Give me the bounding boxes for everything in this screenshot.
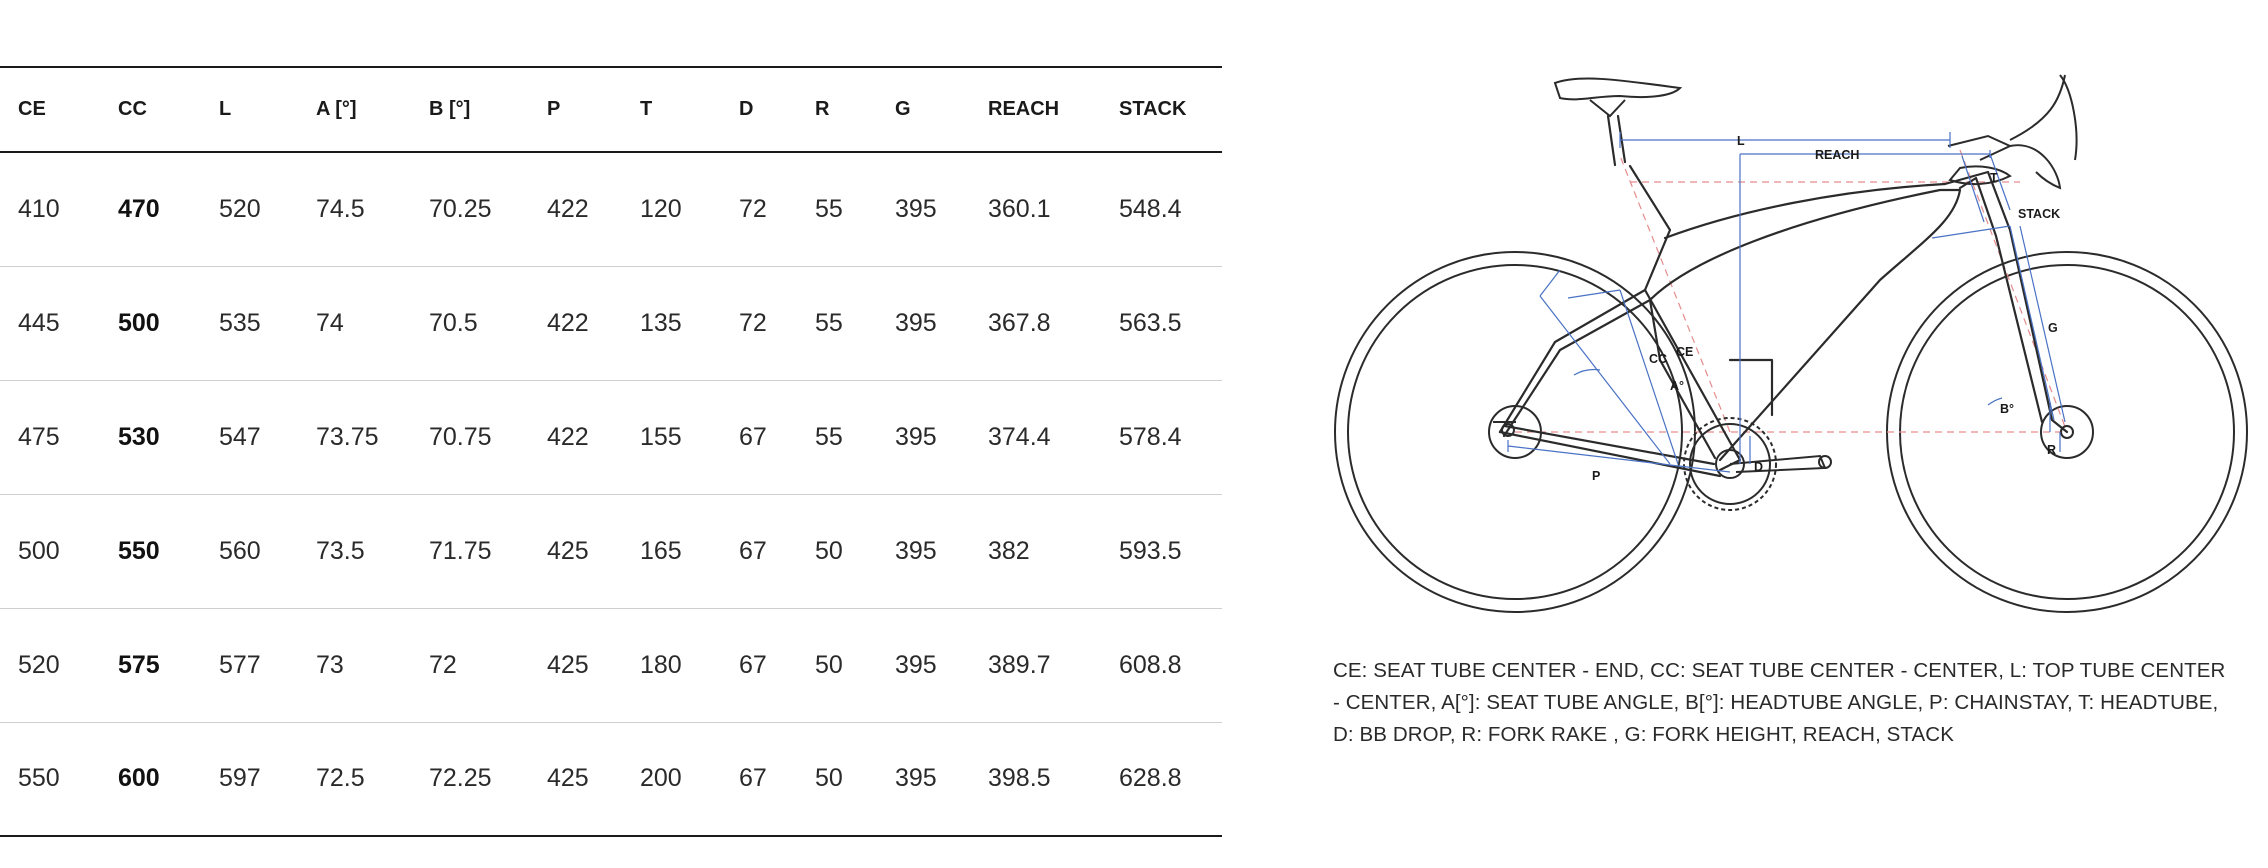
cell-stack: 593.5: [1101, 494, 1222, 608]
cell-r: 50: [797, 608, 877, 722]
dim-label-p: P: [1592, 469, 1601, 483]
cell-d: 72: [721, 266, 797, 380]
cell-stack: 628.8: [1101, 722, 1222, 836]
cell-t: 120: [622, 152, 721, 266]
dim-label-b: B°: [2000, 402, 2015, 416]
bike-frame: [1500, 116, 2067, 476]
cell-l: 577: [201, 608, 298, 722]
dim-label-g: G: [2048, 321, 2058, 335]
cell-t: 165: [622, 494, 721, 608]
cell-reach: 360.1: [970, 152, 1101, 266]
dim-label-t: T: [1990, 171, 1998, 185]
cell-g: 395: [877, 152, 970, 266]
cell-r: 55: [797, 380, 877, 494]
cell-reach: 382: [970, 494, 1101, 608]
cell-reach: 389.7: [970, 608, 1101, 722]
cell-b: 70.75: [411, 380, 529, 494]
header-row: [0, 67, 1222, 152]
dim-label-a: A°: [1670, 379, 1685, 393]
cell-ce: 520: [0, 608, 100, 722]
dim-label-ce: CE: [1676, 345, 1694, 359]
cell-stack: 563.5: [1101, 266, 1222, 380]
geometry-legend: CE: SEAT TUBE CENTER - END, CC: SEAT TUBE CENTER - CENTER, L: TOP TUBE CENTER - CENTER, A[°]: SEAT TUBE ANGLE, B[°]: HEADTUBE ANGLE, P: CHAINSTAY, T: HEADTUBE, D: BB DROP, R: FORK RAKE , G: FORK HEIGHT, REACH, STACK: [1333, 659, 2226, 746]
cell-a: 73.75: [298, 380, 411, 494]
cell-a: 73.5: [298, 494, 411, 608]
cell-d: 67: [721, 608, 797, 722]
cell-l: 520: [201, 152, 298, 266]
cell-b: 70.25: [411, 152, 529, 266]
cell-t: 180: [622, 608, 721, 722]
cell-p: 425: [529, 722, 622, 836]
cell-p: 425: [529, 494, 622, 608]
column-header-a: A [°]: [298, 67, 411, 152]
dim-label-reach: REACH: [1815, 148, 1860, 162]
cell-ce: 475: [0, 380, 100, 494]
cell-cc: 470: [100, 152, 201, 266]
cell-b: 70.5: [411, 266, 529, 380]
geometry-table: [0, 66, 1222, 837]
column-header-g: G: [877, 67, 970, 152]
cell-r: 50: [797, 494, 877, 608]
cell-p: 422: [529, 266, 622, 380]
saddle: [1555, 79, 1680, 116]
cell-p: 425: [529, 608, 622, 722]
cell-g: 395: [877, 266, 970, 380]
cell-ce: 500: [0, 494, 100, 608]
table-row: [0, 608, 1222, 722]
cell-d: 72: [721, 152, 797, 266]
table-row: [0, 266, 1222, 380]
dim-label-d: D: [1754, 460, 1764, 474]
cell-b: 72.25: [411, 722, 529, 836]
cell-stack: 548.4: [1101, 152, 1222, 266]
column-header-t: T: [622, 67, 721, 152]
cell-cc: 550: [100, 494, 201, 608]
cell-d: 67: [721, 380, 797, 494]
cell-r: 50: [797, 722, 877, 836]
dim-label-r: R: [2047, 443, 2057, 457]
cell-r: 55: [797, 152, 877, 266]
cell-reach: 398.5: [970, 722, 1101, 836]
cell-stack: 578.4: [1101, 380, 1222, 494]
cell-l: 597: [201, 722, 298, 836]
cell-g: 395: [877, 608, 970, 722]
cell-b: 71.75: [411, 494, 529, 608]
dimension-labels: [1592, 134, 2060, 483]
cell-t: 155: [622, 380, 721, 494]
cell-cc: 530: [100, 380, 201, 494]
column-header-reach: REACH: [970, 67, 1101, 152]
cell-ce: 445: [0, 266, 100, 380]
table-header: [0, 67, 1222, 152]
cell-l: 535: [201, 266, 298, 380]
cell-cc: 500: [100, 266, 201, 380]
bike-geometry-diagram: [1320, 60, 2260, 630]
cell-ce: 550: [0, 722, 100, 836]
cell-l: 547: [201, 380, 298, 494]
column-header-p: P: [529, 67, 622, 152]
column-header-stack: STACK: [1101, 67, 1222, 152]
column-header-cc: CC: [100, 67, 201, 152]
dim-label-cc: CC: [1649, 352, 1668, 366]
cell-g: 395: [877, 722, 970, 836]
cell-a: 72.5: [298, 722, 411, 836]
cell-a: 74: [298, 266, 411, 380]
cell-ce: 410: [0, 152, 100, 266]
column-header-d: D: [721, 67, 797, 152]
cell-reach: 367.8: [970, 266, 1101, 380]
cell-cc: 575: [100, 608, 201, 722]
cell-p: 422: [529, 380, 622, 494]
cell-g: 395: [877, 380, 970, 494]
reference-lines: [1515, 150, 2067, 432]
table-row: [0, 494, 1222, 608]
dim-label-stack: STACK: [2018, 207, 2061, 221]
cell-stack: 608.8: [1101, 608, 1222, 722]
cell-b: 72: [411, 608, 529, 722]
cell-g: 395: [877, 494, 970, 608]
cell-p: 422: [529, 152, 622, 266]
cell-cc: 600: [100, 722, 201, 836]
table-row: [0, 152, 1222, 266]
dim-label-l: L: [1737, 134, 1745, 148]
cell-r: 55: [797, 266, 877, 380]
cell-a: 73: [298, 608, 411, 722]
column-header-ce: CE: [0, 67, 100, 152]
cell-a: 74.5: [298, 152, 411, 266]
column-header-l: L: [201, 67, 298, 152]
cell-reach: 374.4: [970, 380, 1101, 494]
bike-geometry-svg: [1320, 60, 2260, 630]
cell-l: 560: [201, 494, 298, 608]
table-row: [0, 380, 1222, 494]
cell-d: 67: [721, 494, 797, 608]
column-header-b: B [°]: [411, 67, 529, 152]
column-header-r: R: [797, 67, 877, 152]
table-row: [0, 722, 1222, 836]
cell-t: 135: [622, 266, 721, 380]
cell-d: 67: [721, 722, 797, 836]
cell-t: 200: [622, 722, 721, 836]
table-body: [0, 152, 1222, 836]
